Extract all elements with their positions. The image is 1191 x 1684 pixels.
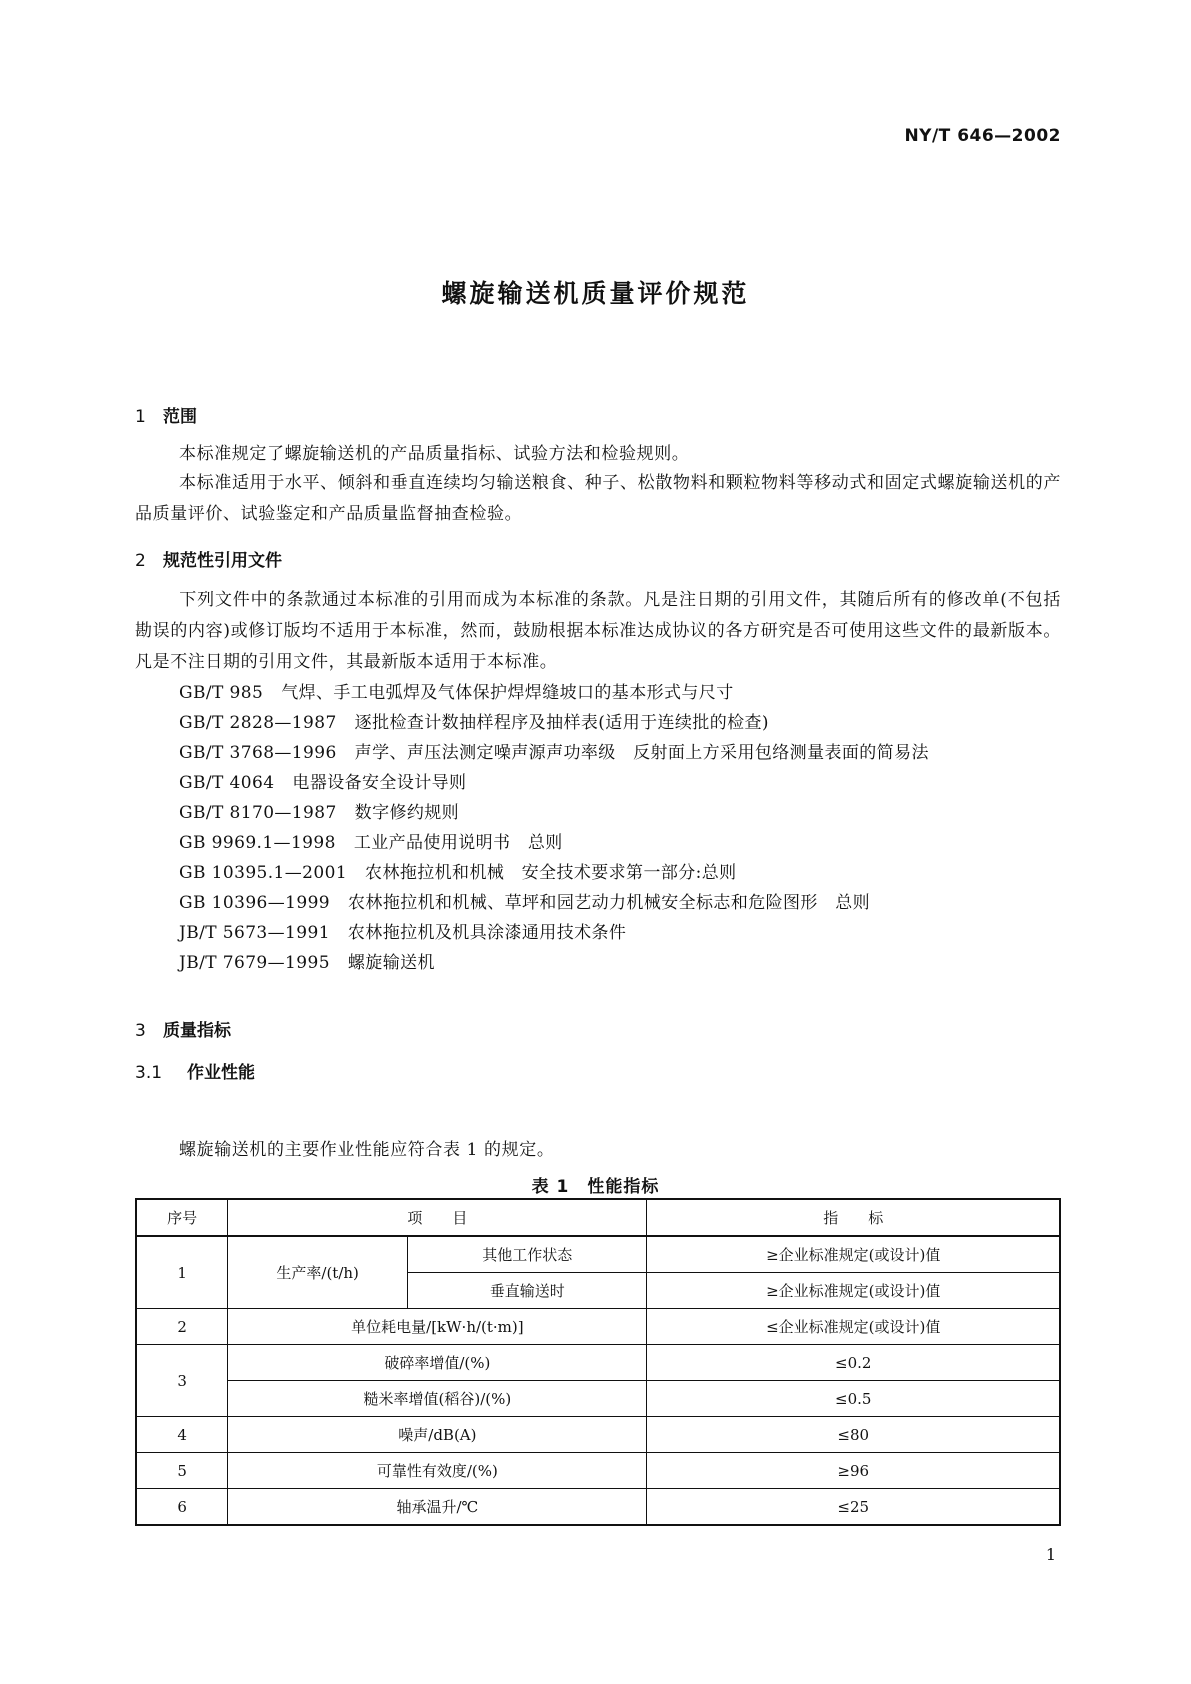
reference-title: 声学、声压法测定噪声源声功率级 反射面上方采用包络测量表面的简易法 [354, 743, 929, 763]
section-3-number: 3 [135, 1021, 146, 1041]
section-1-paragraph-2 [135, 468, 1061, 530]
section-2-intro [135, 585, 1061, 678]
cell-indicator: ≥企业标准规定(或设计)值 [647, 1236, 1060, 1273]
cell-item: 生产率/(t/h) [228, 1236, 408, 1309]
cell-seq: 1 [136, 1236, 228, 1309]
cell-subitem: 垂直输送时 [408, 1273, 647, 1309]
section-3-1-text-content: 螺旋输送机的主要作业性能应符合表 1 的规定。 [179, 1140, 555, 1160]
reference-title: 数字修约规则 [354, 803, 460, 823]
section-1-paragraph-1 [135, 439, 1061, 470]
section-2-intro-text: 下列文件中的条款通过本标准的引用而成为本标准的条款。凡是注日期的引用文件，其随后所有的修改单(不包括勘误的内容)或修订版均不适用于本标准，然而，鼓励根据本标准达成协议的各方研究是否可使用这些文件的最新版本。凡是不注日期的引用文件，其最新版本适用于本标准。 [135, 590, 1061, 672]
reference-item [179, 678, 734, 703]
table-header-row [136, 1199, 1060, 1236]
page-number: 1 [1045, 1545, 1056, 1564]
reference-item [179, 918, 626, 943]
cell-indicator: ≥96 [647, 1453, 1060, 1489]
section-3-1-number: 3.1 [135, 1063, 163, 1083]
section-3-heading [135, 1016, 231, 1041]
reference-item [179, 948, 435, 973]
header-seq: 序号 [136, 1199, 228, 1236]
cell-subitem: 其他工作状态 [408, 1236, 647, 1273]
cell-indicator: ≤80 [647, 1417, 1060, 1453]
section-1-number: 1 [135, 407, 146, 427]
reference-code: GB/T 8170—1987 [179, 803, 337, 823]
section-3-1-heading [135, 1058, 255, 1083]
table-row [136, 1453, 1060, 1489]
reference-code: GB 10395.1—2001 [179, 863, 348, 883]
section-3-title: 质量指标 [163, 1021, 231, 1041]
reference-title: 工业产品使用说明书 总则 [353, 833, 563, 853]
reference-title: 电器设备安全设计导则 [292, 773, 467, 793]
reference-title: 气焊、手工电弧焊及气体保护焊焊缝坡口的基本形式与尺寸 [281, 683, 734, 703]
cell-item: 破碎率增值/(%) [228, 1345, 647, 1381]
cell-seq: 6 [136, 1489, 228, 1526]
section-3-1-title: 作业性能 [187, 1063, 255, 1083]
section-2-number: 2 [135, 551, 146, 571]
reference-code: GB 9969.1—1998 [179, 833, 336, 853]
table-row [136, 1236, 1060, 1273]
reference-title: 农林拖拉机和机械、草坪和园艺动力机械安全标志和危险图形 总则 [348, 893, 871, 913]
section-2-title: 规范性引用文件 [163, 551, 282, 571]
header-item: 项 目 [228, 1199, 647, 1236]
reference-title: 农林拖拉机和机械 安全技术要求第一部分:总则 [365, 863, 737, 883]
table-row [136, 1381, 1060, 1417]
cell-indicator: ≤0.2 [647, 1345, 1060, 1381]
cell-seq: 5 [136, 1453, 228, 1489]
reference-code: GB/T 985 [179, 683, 264, 703]
reference-code: JB/T 5673—1991 [179, 923, 330, 943]
section-3-1-text [135, 1135, 1061, 1166]
reference-item [179, 858, 737, 883]
reference-item [179, 828, 563, 853]
reference-title: 逐批检查计数抽样程序及抽样表(适用于连续批的检查) [354, 713, 769, 733]
reference-item [179, 738, 929, 763]
cell-indicator: ≤企业标准规定(或设计)值 [647, 1309, 1060, 1345]
table-caption: 表 1 性能指标 [531, 1177, 660, 1197]
reference-code: GB/T 2828—1987 [179, 713, 337, 733]
cell-item: 轴承温升/℃ [228, 1489, 647, 1526]
reference-item [179, 798, 459, 823]
cell-item: 单位耗电量/[kW·h/(t·m)] [228, 1309, 647, 1345]
cell-item: 可靠性有效度/(%) [228, 1453, 647, 1489]
reference-code: GB/T 3768—1996 [179, 743, 337, 763]
section-1-paragraph-1-text: 本标准规定了螺旋输送机的产品质量指标、试验方法和检验规则。 [179, 444, 690, 464]
header-indicator: 指 标 [647, 1199, 1060, 1236]
section-1-heading [135, 402, 197, 427]
reference-title: 农林拖拉机及机具涂漆通用技术条件 [347, 923, 627, 943]
standard-code: NY/T 646—2002 [904, 126, 1061, 146]
section-1-title: 范围 [163, 407, 197, 427]
table-row [136, 1345, 1060, 1381]
reference-item [179, 888, 870, 913]
cell-item: 噪声/dB(A) [228, 1417, 647, 1453]
reference-item [179, 708, 769, 733]
cell-seq: 3 [136, 1345, 228, 1417]
section-1-paragraph-2-text: 本标准适用于水平、倾斜和垂直连续均匀输送粮食、种子、松散物料和颗粒物料等移动式和固定式螺旋输送机的产品质量评价、试验鉴定和产品质量监督抽查检验。 [135, 473, 1061, 524]
reference-code: GB 10396—1999 [179, 893, 331, 913]
cell-indicator: ≤25 [647, 1489, 1060, 1526]
document-title: 螺旋输送机质量评价规范 [441, 279, 750, 308]
cell-item: 糙米率增值(稻谷)/(%) [228, 1381, 647, 1417]
reference-item [179, 768, 466, 793]
table-row [136, 1417, 1060, 1453]
table-row [136, 1489, 1060, 1526]
reference-title: 螺旋输送机 [347, 953, 435, 973]
reference-code: GB/T 4064 [179, 773, 275, 793]
reference-code: JB/T 7679—1995 [179, 953, 330, 973]
section-2-heading [135, 546, 282, 571]
performance-table [135, 1198, 1061, 1526]
cell-indicator: ≥企业标准规定(或设计)值 [647, 1273, 1060, 1309]
cell-indicator: ≤0.5 [647, 1381, 1060, 1417]
cell-seq: 4 [136, 1417, 228, 1453]
table-row [136, 1309, 1060, 1345]
cell-seq: 2 [136, 1309, 228, 1345]
